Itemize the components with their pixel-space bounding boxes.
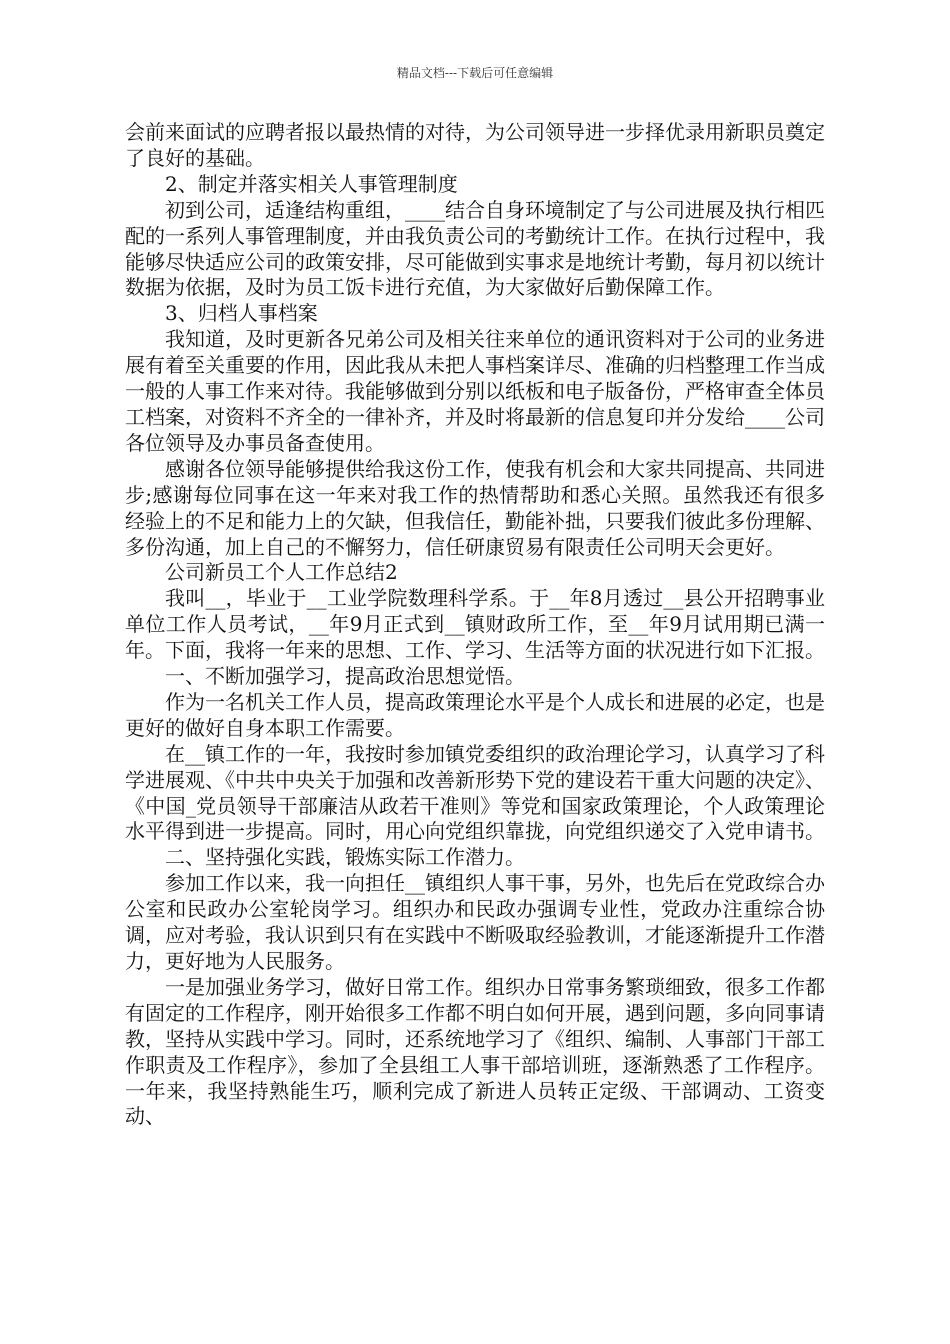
document-title: 公司新员工个人工作总结2 <box>165 560 398 585</box>
paragraph: 在__镇工作的一年，我按时参加镇党委组织的政治理论学习，认真学习了科学进展观、《中共中央关于加强和改善新形势下党的建设若干重大问题的决定》、《中国_党员领导干部廉洁从政若干准则》等党和国家政策理论，个人政策理论水平得到进一步提高。同时，用心向党组织靠拢，向党组织递交了入党申请书。 <box>125 741 825 844</box>
section-heading: 3、归档人事档案 <box>165 301 318 326</box>
paragraph: 初到公司，适逢结构重组，____结合自身环境制定了与公司进展及执行相匹配的一系列人事管理制度，并由我负责公司的考勤统计工作。在执行过程中，我能够尽快适应公司的政策安排，尽可能做到实事求是地统计考勤，每月初以统计数据为依据，及时为员工饭卡进行充值，为大家做好后勤保障工作。 <box>125 197 825 300</box>
document-body <box>125 120 825 1130</box>
paragraph: 参加工作以来，我一向担任__镇组织人事干事，另外，也先后在党政综合办公室和民政办公室轮岗学习。组织办和民政办强调专业性，党政办注重综合协调，应对考验，我认识到只有在实践中不断吸取经验教训，才能逐渐提升工作潜力，更好地为人民服务。 <box>125 871 825 973</box>
section-heading: 二、坚持强化实践，锻炼实际工作潜力。 <box>165 845 525 870</box>
section-heading: 一、不断加强学习，提高政治思想觉悟。 <box>165 664 525 689</box>
paragraph: 我叫__，毕业于__工业学院数理科学系。于__年8月透过__县公开招聘事业单位工作人员考试，__年9月正式到__镇财政所工作，至__年9月试用期已满一年。下面，我将一年来的思想、工作、学习、生活等方面的状况进行如下汇报。 <box>125 586 825 663</box>
section-heading: 2、制定并落实相关人事管理制度 <box>165 171 458 196</box>
paragraph: 我知道，及时更新各兄弟公司及相关往来单位的通讯资料对于公司的业务进展有着至关重要的作用，因此我从未把人事档案详尽、准确的归档整理工作当成一般的人事工作来对待。我能够做到分别以纸板和电子版备份，严格审查全体员工档案，对资料不齐全的一律补齐，并及时将最新的信息复印并分发给____公司各位领导及办事员备查使用。 <box>125 327 825 455</box>
paragraph: 一是加强业务学习，做好日常工作。组织办日常事务繁琐细致，很多工作都有固定的工作程序，刚开始很多工作都不明白如何开展，遇到问题，多向同事请教，坚持从实践中学习。同时，还系统地学习了《组织、编制、人事部门干部工作职责及工作程序》，参加了全县组工人事干部培训班，逐渐熟悉了工作程序。一年来，我坚持熟能生巧，顺利完成了新进人员转正定级、干部调动、工资变动、 <box>125 974 825 1129</box>
paragraph: 感谢各位领导能够提供给我这份工作，使我有机会和大家共同提高、共同进步;感谢每位同事在这一年来对我工作的热情帮助和悉心关照。虽然我还有很多经验上的不足和能力上的欠缺，但我信任，勤能补拙，只要我们彼此多份理解、多份沟通，加上自己的不懈努力，信任研康贸易有限责任公司明天会更好。 <box>125 456 825 559</box>
paragraph: 会前来面试的应聘者报以最热情的对待，为公司领导进一步择优录用新职员奠定了良好的基础。 <box>125 120 825 170</box>
paragraph: 作为一名机关工作人员，提高政策理论水平是个人成长和进展的必定，也是更好的做好自身本职工作需要。 <box>125 689 825 740</box>
page-header: 精品文档---下载后可任意编辑 <box>396 66 554 80</box>
